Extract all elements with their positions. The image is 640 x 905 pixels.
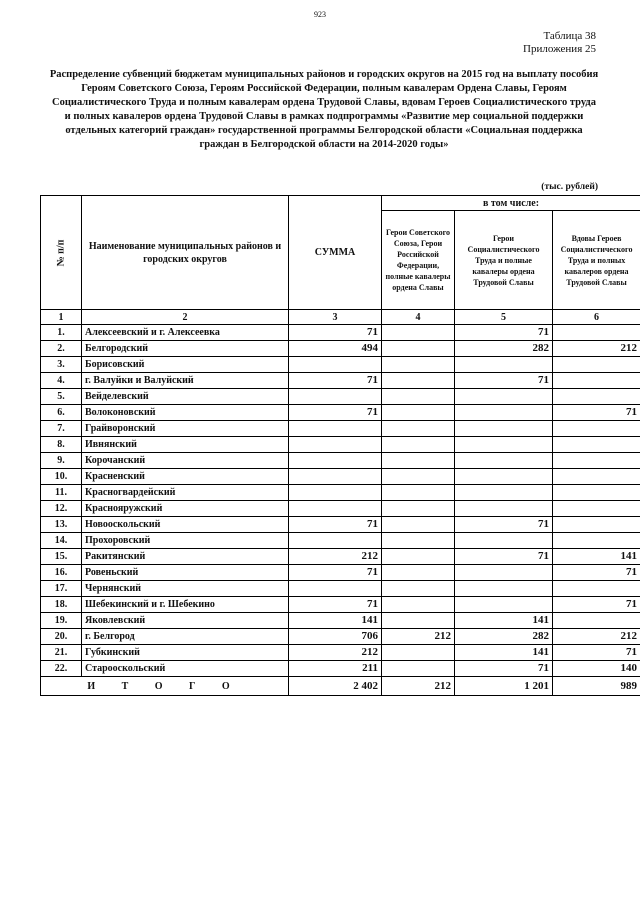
row-sum: 71 bbox=[289, 565, 382, 581]
district-name: Прохоровский bbox=[82, 533, 289, 549]
row-heroes-ussr bbox=[382, 389, 455, 405]
district-name: Яковлевский bbox=[82, 613, 289, 629]
district-name: Корочанский bbox=[82, 453, 289, 469]
row-widows bbox=[553, 389, 640, 405]
row-number: 9. bbox=[41, 453, 82, 469]
row-heroes-ussr bbox=[382, 469, 455, 485]
row-widows bbox=[553, 613, 640, 629]
row-number: 18. bbox=[41, 597, 82, 613]
district-name: Грайворонский bbox=[82, 421, 289, 437]
table-row bbox=[41, 389, 640, 405]
row-number: 10. bbox=[41, 469, 82, 485]
table-row bbox=[41, 453, 640, 469]
table-row bbox=[41, 373, 640, 389]
row-widows bbox=[553, 325, 640, 341]
row-heroes-labor: 71 bbox=[455, 373, 553, 389]
row-heroes-ussr bbox=[382, 485, 455, 501]
row-widows: 141 bbox=[553, 549, 640, 565]
table-row bbox=[41, 597, 640, 613]
row-number: 22. bbox=[41, 661, 82, 677]
row-heroes-labor bbox=[455, 453, 553, 469]
row-widows: 71 bbox=[553, 565, 640, 581]
row-number: 2. bbox=[41, 341, 82, 357]
district-name: Краснояружский bbox=[82, 501, 289, 517]
row-widows bbox=[553, 533, 640, 549]
row-sum: 212 bbox=[289, 549, 382, 565]
row-heroes-labor bbox=[455, 581, 553, 597]
district-name: Волоконовский bbox=[82, 405, 289, 421]
row-number: 20. bbox=[41, 629, 82, 645]
row-heroes-ussr bbox=[382, 549, 455, 565]
document-title: Распределение субвенций бюджетам муниципальных районов и городских округов на 2015 год на выплату пособия Героям Советского Союза, Героям Российской Федерации, полным кавалерам Ордена Славы, Героям Социалистического Труда и полным кавалерам ордена Трудовой Славы, вдовам Героев Социалистического труда и полных кавалеров ордена Трудовой Славы в рамках подпрограммы «Развитие мер социальной поддержки отдельных категорий граждан» государственной программы Белгородской области «Социальная поддержка граждан в Белгородской области на 2014-2020 годы» bbox=[49, 69, 599, 150]
row-heroes-ussr bbox=[382, 341, 455, 357]
column-number: 6 bbox=[553, 310, 640, 325]
table-row bbox=[41, 565, 640, 581]
table-row bbox=[41, 549, 640, 565]
row-heroes-ussr bbox=[382, 405, 455, 421]
row-sum: 494 bbox=[289, 341, 382, 357]
row-heroes-labor: 141 bbox=[455, 645, 553, 661]
row-widows: 212 bbox=[553, 341, 640, 357]
total-widows: 989 bbox=[553, 677, 640, 696]
row-widows bbox=[553, 581, 640, 597]
table-row bbox=[41, 421, 640, 437]
column-number-row bbox=[41, 310, 640, 325]
row-heroes-labor bbox=[455, 533, 553, 549]
row-number: 11. bbox=[41, 485, 82, 501]
row-number: 4. bbox=[41, 373, 82, 389]
district-name: Губкинский bbox=[82, 645, 289, 661]
table-row bbox=[41, 517, 640, 533]
column-number: 1 bbox=[41, 310, 82, 325]
row-number: 6. bbox=[41, 405, 82, 421]
row-widows bbox=[553, 437, 640, 453]
table-row bbox=[41, 485, 640, 501]
row-heroes-labor: 282 bbox=[455, 629, 553, 645]
table-row bbox=[41, 629, 640, 645]
row-widows: 71 bbox=[553, 405, 640, 421]
header-sum: СУММА bbox=[289, 196, 382, 310]
row-sum bbox=[289, 453, 382, 469]
row-heroes-ussr bbox=[382, 661, 455, 677]
row-sum bbox=[289, 357, 382, 373]
row-number: 1. bbox=[41, 325, 82, 341]
row-heroes-ussr bbox=[382, 357, 455, 373]
units-label: (тыс. рублей) bbox=[541, 182, 598, 192]
row-heroes-ussr bbox=[382, 517, 455, 533]
table-row bbox=[41, 341, 640, 357]
row-sum: 212 bbox=[289, 645, 382, 661]
row-heroes-labor: 71 bbox=[455, 517, 553, 533]
table-row bbox=[41, 501, 640, 517]
column-number: 3 bbox=[289, 310, 382, 325]
row-sum: 71 bbox=[289, 373, 382, 389]
row-widows bbox=[553, 485, 640, 501]
row-heroes-labor bbox=[455, 357, 553, 373]
table-row bbox=[41, 469, 640, 485]
district-name: Алексеевский и г. Алексеевка bbox=[82, 325, 289, 341]
row-widows: 71 bbox=[553, 597, 640, 613]
header-heroes-ussr: Герои Советского Союза, Герои Российской Федерации, полные кавалеры ордена Славы bbox=[382, 211, 455, 310]
row-heroes-labor bbox=[455, 565, 553, 581]
header-widows: Вдовы Героев Социалистического Труда и полных кавалеров ордена Трудовой Славы bbox=[553, 211, 640, 310]
row-sum: 71 bbox=[289, 597, 382, 613]
district-name: Ровеньский bbox=[82, 565, 289, 581]
row-number: 19. bbox=[41, 613, 82, 629]
row-heroes-labor bbox=[455, 597, 553, 613]
row-widows bbox=[553, 357, 640, 373]
row-widows bbox=[553, 453, 640, 469]
total-heroes-ussr: 212 bbox=[382, 677, 455, 696]
table-row bbox=[41, 437, 640, 453]
row-widows bbox=[553, 469, 640, 485]
row-sum bbox=[289, 581, 382, 597]
subsidy-table bbox=[40, 195, 640, 696]
district-name: Старооскольский bbox=[82, 661, 289, 677]
row-sum: 211 bbox=[289, 661, 382, 677]
row-number: 12. bbox=[41, 501, 82, 517]
row-heroes-labor bbox=[455, 437, 553, 453]
row-number: 5. bbox=[41, 389, 82, 405]
table-label-block bbox=[523, 30, 596, 56]
total-heroes-labor: 1 201 bbox=[455, 677, 553, 696]
row-heroes-ussr bbox=[382, 373, 455, 389]
table-row bbox=[41, 613, 640, 629]
row-number: 13. bbox=[41, 517, 82, 533]
row-sum bbox=[289, 469, 382, 485]
row-heroes-ussr bbox=[382, 325, 455, 341]
column-number: 2 bbox=[82, 310, 289, 325]
row-sum bbox=[289, 389, 382, 405]
row-heroes-labor: 282 bbox=[455, 341, 553, 357]
row-widows: 71 bbox=[553, 645, 640, 661]
row-heroes-ussr bbox=[382, 437, 455, 453]
row-heroes-labor bbox=[455, 469, 553, 485]
district-name: Чернянский bbox=[82, 581, 289, 597]
row-widows bbox=[553, 501, 640, 517]
column-number: 4 bbox=[382, 310, 455, 325]
district-name: Новооскольский bbox=[82, 517, 289, 533]
header-including: в том числе: bbox=[382, 196, 640, 211]
row-number: 8. bbox=[41, 437, 82, 453]
row-number: 14. bbox=[41, 533, 82, 549]
total-sum: 2 402 bbox=[289, 677, 382, 696]
district-name: Красногвардейский bbox=[82, 485, 289, 501]
row-widows: 140 bbox=[553, 661, 640, 677]
row-heroes-labor bbox=[455, 405, 553, 421]
header-name: Наименование муниципальных районов и городских округов bbox=[82, 196, 289, 310]
table-row bbox=[41, 645, 640, 661]
district-name: Ивнянский bbox=[82, 437, 289, 453]
row-widows bbox=[553, 421, 640, 437]
district-name: Ракитянский bbox=[82, 549, 289, 565]
row-sum: 71 bbox=[289, 325, 382, 341]
row-widows bbox=[553, 517, 640, 533]
row-heroes-labor bbox=[455, 421, 553, 437]
row-sum: 71 bbox=[289, 405, 382, 421]
table-row bbox=[41, 325, 640, 341]
district-name: Шебекинский и г. Шебекино bbox=[82, 597, 289, 613]
row-number: 21. bbox=[41, 645, 82, 661]
row-heroes-labor: 71 bbox=[455, 325, 553, 341]
row-sum: 706 bbox=[289, 629, 382, 645]
appendix-label: Приложения 25 bbox=[523, 43, 596, 55]
row-heroes-ussr bbox=[382, 453, 455, 469]
table-row bbox=[41, 581, 640, 597]
row-heroes-ussr: 212 bbox=[382, 629, 455, 645]
row-heroes-ussr bbox=[382, 565, 455, 581]
row-sum bbox=[289, 501, 382, 517]
row-heroes-ussr bbox=[382, 581, 455, 597]
row-heroes-labor bbox=[455, 485, 553, 501]
row-sum bbox=[289, 533, 382, 549]
header-heroes-labor: Герои Социалистического Труда и полные кавалеры ордена Трудовой Славы bbox=[455, 211, 553, 310]
row-number: 7. bbox=[41, 421, 82, 437]
row-sum bbox=[289, 437, 382, 453]
row-heroes-labor: 71 bbox=[455, 549, 553, 565]
district-name: Вейделевский bbox=[82, 389, 289, 405]
row-heroes-ussr bbox=[382, 613, 455, 629]
row-heroes-ussr bbox=[382, 597, 455, 613]
row-heroes-ussr bbox=[382, 645, 455, 661]
row-sum bbox=[289, 485, 382, 501]
header-num bbox=[41, 196, 82, 310]
district-name: Белгородский bbox=[82, 341, 289, 357]
row-heroes-ussr bbox=[382, 501, 455, 517]
row-widows bbox=[553, 373, 640, 389]
row-heroes-ussr bbox=[382, 421, 455, 437]
row-heroes-labor: 71 bbox=[455, 661, 553, 677]
table-row bbox=[41, 405, 640, 421]
district-name: Борисовский bbox=[82, 357, 289, 373]
row-heroes-labor: 141 bbox=[455, 613, 553, 629]
row-number: 16. bbox=[41, 565, 82, 581]
total-label: И Т О Г О bbox=[41, 677, 289, 696]
table-label: Таблица 38 bbox=[543, 30, 596, 42]
row-heroes-labor bbox=[455, 501, 553, 517]
header-num-text: № п/п bbox=[55, 239, 67, 266]
district-name: г. Валуйки и Валуйский bbox=[82, 373, 289, 389]
district-name: г. Белгород bbox=[82, 629, 289, 645]
total-row bbox=[41, 677, 640, 696]
row-number: 15. bbox=[41, 549, 82, 565]
table-row bbox=[41, 357, 640, 373]
row-sum bbox=[289, 421, 382, 437]
row-number: 3. bbox=[41, 357, 82, 373]
column-number: 5 bbox=[455, 310, 553, 325]
row-number: 17. bbox=[41, 581, 82, 597]
row-widows: 212 bbox=[553, 629, 640, 645]
row-sum: 141 bbox=[289, 613, 382, 629]
row-heroes-labor bbox=[455, 389, 553, 405]
table-row bbox=[41, 661, 640, 677]
row-sum: 71 bbox=[289, 517, 382, 533]
row-heroes-ussr bbox=[382, 533, 455, 549]
table-row bbox=[41, 533, 640, 549]
table-body bbox=[41, 325, 640, 677]
page-number: 923 bbox=[314, 10, 326, 19]
district-name: Красненский bbox=[82, 469, 289, 485]
